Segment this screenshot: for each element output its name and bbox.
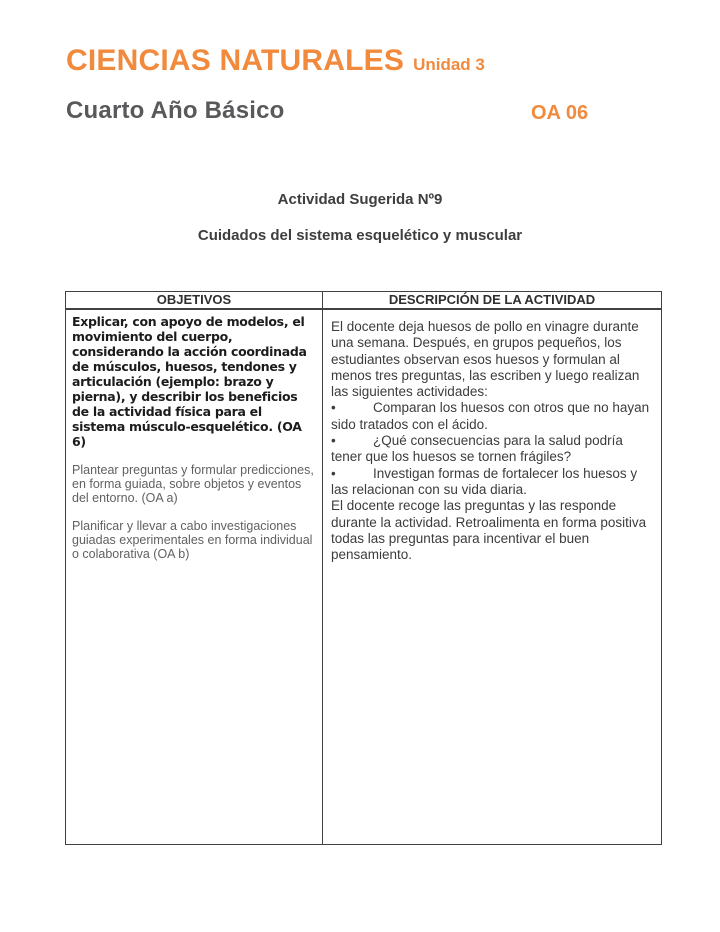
objectives-cell: [66, 310, 323, 844]
column-header-objetivos: OBJETIVOS: [66, 292, 323, 308]
grade-label: Cuarto Año Básico: [66, 97, 285, 124]
subject-title: CIENCIAS NATURALES: [66, 44, 405, 77]
activity-title: Actividad Sugerida Nº9: [277, 191, 443, 208]
description-cell: [323, 310, 661, 844]
bullet-icon: •: [331, 400, 336, 416]
activity-table: [65, 291, 662, 845]
oa-code: OA 06: [531, 102, 589, 124]
bullet-text-2: ¿Qué consecuencias para la salud podría tener que los huesos se tornen frágiles?: [331, 433, 623, 465]
bullet-text-3: Investigan formas de fortalecer los huesos y las relacionan con su vida diaria.: [331, 465, 638, 497]
objective-secondary-text-1: Plantear preguntas y formular predicciones, en forma guiada, sobre objetos y eventos del entorno. (OA a): [72, 463, 314, 505]
description-bullet-item: [331, 400, 653, 433]
description-bullet-item: [331, 466, 653, 499]
header: [66, 44, 485, 78]
column-header-descripcion: DESCRIPCIÓN DE LA ACTIVIDAD: [388, 292, 596, 307]
unit-label: Unidad 3: [413, 55, 485, 74]
description-closing: El docente recoge las preguntas y las responde durante la actividad. Retroalimenta en forma positiva todas las preguntas para incentivar el buen pensamiento.: [331, 498, 647, 563]
bullet-icon: •: [331, 433, 336, 449]
objective-main-text: Explicar, con apoyo de modelos, el movimiento del cuerpo, considerando la acción coordinada de músculos, huesos, tendones y articulación (ejemplo: brazo y pierna), y describir los beneficios de la actividad física para el sistema músculo-esquelético. (OA 6): [72, 314, 307, 449]
activity-subtitle: Cuidados del sistema esquelético y muscular: [197, 227, 523, 244]
table-header-row: [66, 292, 661, 310]
bullet-icon: •: [331, 465, 336, 481]
description-bullet-item: [331, 433, 653, 466]
bullet-text-1: Comparan los huesos con otros que no hayan sido tratados con el ácido.: [331, 400, 650, 432]
description-intro: El docente deja huesos de pollo en vinagre durante una semana. Después, en grupos pequeños, los estudiantes observan esos huesos y formulan al menos tres preguntas, las escriben y luego realizan las siguientes actividades:: [331, 319, 640, 400]
table-body-row: [66, 310, 661, 844]
objective-secondary-text-2: Planificar y llevar a cabo investigaciones guiadas experimentales en forma individual o colaborativa (OA b): [72, 519, 313, 561]
